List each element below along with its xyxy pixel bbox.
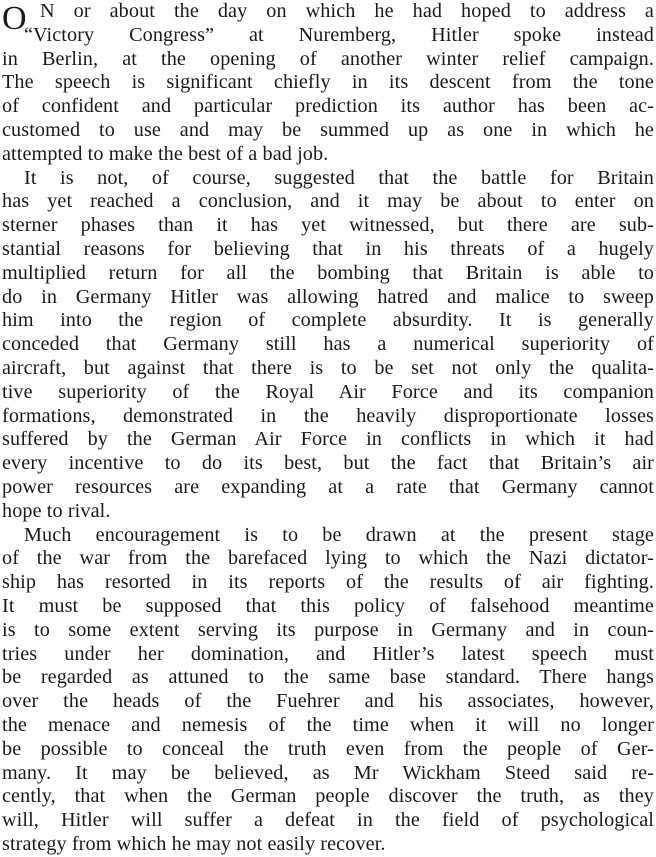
paragraph-3-line-12: cently, that when the German people discover the truth, as they [2,785,654,808]
paragraph-2-line-10: tive superiority of the Royal Air Force and its companion [2,380,654,403]
paragraph-2-line-8: conceded that Germany still has a numerical superiority of [2,333,654,356]
paragraph-3-line-9: the menace and nemesis of the time when it will no longer [2,713,654,736]
paragraph-3-line-7: be regarded as attuned to the same base standard. There hangs [2,666,654,689]
paragraph-2-line-15: hope to rival. [2,499,111,522]
paragraph-1-line-1-text: N or about the day on which he had hoped to address a [40,0,654,22]
paragraph-2-line-7: him into the region of complete absurdity. It is generally [2,309,654,332]
paragraph-2 [2,167,654,524]
paragraph-2-line-2: has yet reached a conclusion, and it may be about to enter on [2,190,654,213]
paragraph-2-line-12: suffered by the German Air Force in conflicts in which it had [2,428,654,451]
paragraph-1-line-6: customed to use and may be summed up as one in which he [2,118,654,141]
paragraph-1-line-7: attempted to make the best of a bad job. [2,142,329,165]
paragraph-3-line-4: It must be supposed that this policy of falsehood meantime [2,594,654,617]
paragraph-3-line-5: is to some extent serving its purpose in Germany and in coun- [2,618,654,641]
paragraph-3-line-3: ship has resorted in its reports of the results of air fighting. [2,571,654,594]
paragraph-3-line-13: will, Hitler will suffer a defeat in the field of psychological [2,809,654,832]
paragraph-2-line-13: every incentive to do its best, but the fact that Britain’s air [2,452,654,475]
paragraph-3 [2,524,654,857]
paragraph-2-line-6: do in Germany Hitler was allowing hatred and malice to sweep [2,285,654,308]
paragraph-1-line-4: The speech is significant chiefly in its descent from the tone [2,71,654,94]
article-page [2,0,654,855]
paragraph-3-line-6: tries under her domination, and Hitler’s latest speech must [2,642,654,665]
paragraph-2-line-4: stantial reasons for believing that in his threats of a hugely [2,237,654,260]
paragraph-2-line-9: aircraft, but against that there is to be set not only the qualita- [2,356,654,379]
paragraph-2-line-3: sterner phases than it has yet witnessed, but there are sub- [2,214,654,237]
paragraph-3-line-2: of the war from the barefaced lying to which the Nazi dictator- [2,547,654,570]
paragraph-3-line-14: strategy from which he may not easily recover. [2,832,386,855]
paragraph-2-line-5: multiplied return for all the bombing that Britain is able to [2,261,654,284]
drop-cap: O [2,0,27,37]
paragraph-3-line-8: over the heads of the Fuehrer and his associates, however, [2,690,654,713]
paragraph-1-line-5: of confident and particular prediction its author has been ac- [2,95,654,118]
paragraph-1 [2,0,654,167]
paragraph-3-line-10: be possible to conceal the truth even from the people of Ger- [2,737,654,760]
paragraph-2-line-14: power resources are expanding at a rate that Germany cannot [2,475,654,498]
paragraph-2-line-11: formations, demonstrated in the heavily disproportionate losses [2,404,654,427]
paragraph-1-line-3: in Berlin, at the opening of another winter relief campaign. [2,47,654,70]
paragraph-3-line-11: many. It may be believed, as Mr Wickham Steed said re- [2,761,654,784]
paragraph-1-line-2: “Victory Congress” at Nuremberg, Hitler spoke instead [24,23,654,46]
paragraph-3-line-1: Much encouragement is to be drawn at the present stage [24,523,654,546]
paragraph-2-line-1: It is not, of course, suggested that the battle for Britain [24,166,654,189]
